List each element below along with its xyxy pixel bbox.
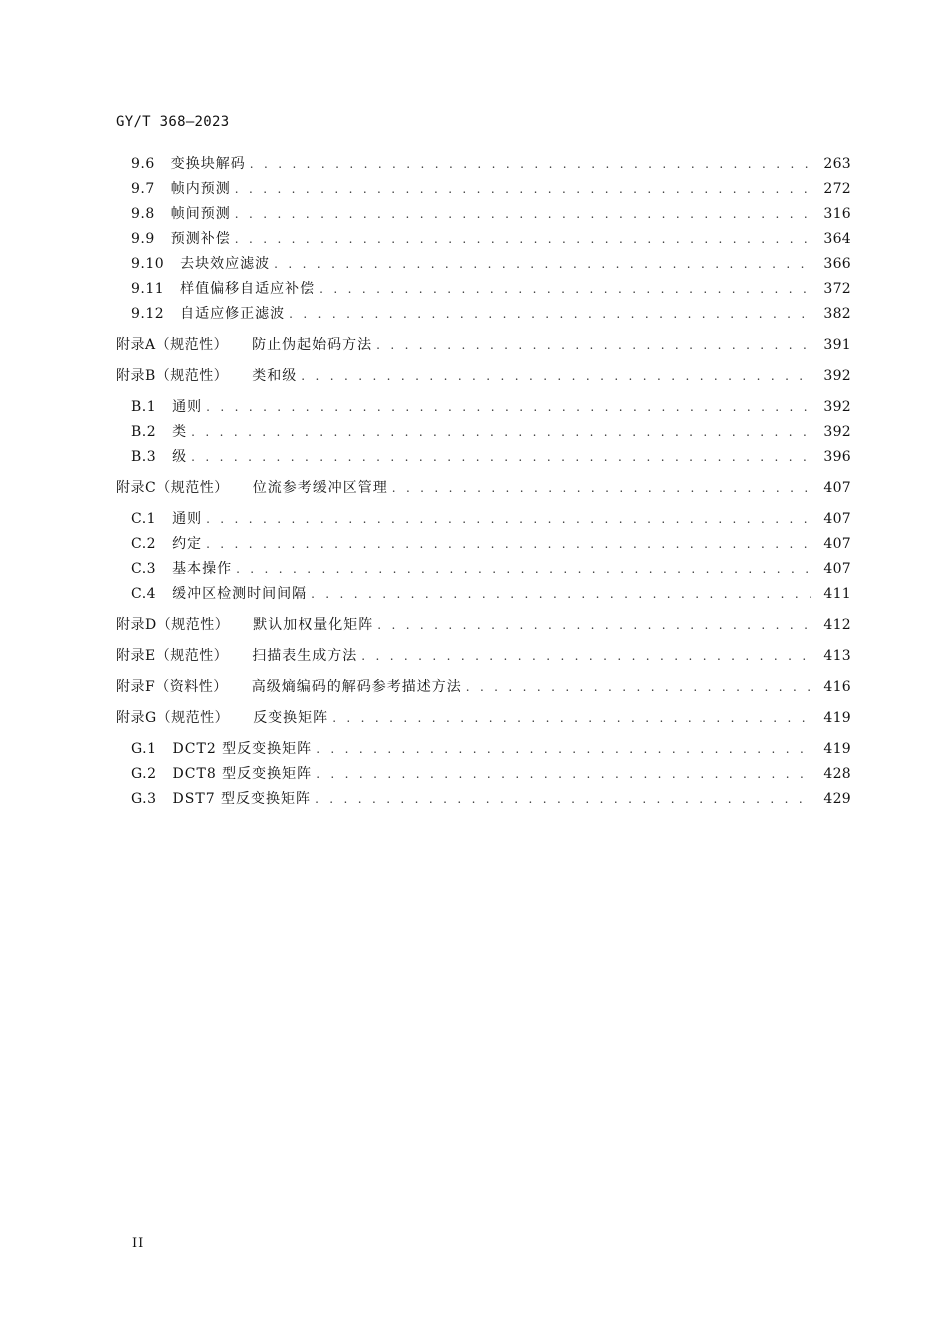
toc-leader-dots [250,152,811,177]
toc-entry-title: 帧间预测 [170,206,231,222]
toc-entry-title: 扫描表生成方法 [252,648,358,664]
toc-entry-title: 通则 [172,399,203,415]
toc-entry[interactable] [116,787,851,812]
toc-entry-title: DCT8 型反变换矩阵 [172,766,313,782]
toc-entry-page: 428 [823,766,851,782]
toc-entry[interactable] [116,364,851,389]
toc-entry[interactable] [116,675,851,700]
toc-entry-number: C.3 [131,561,157,577]
toc-leader-dots [311,582,811,607]
toc-entry-page: 429 [823,791,851,807]
toc-leader-dots [206,507,811,532]
toc-leader-dots [235,177,811,202]
toc-entry-page: 391 [823,337,851,353]
toc-entry-title: 约定 [172,536,203,552]
toc-entry-title: 变换块解码 [170,156,246,172]
table-of-contents [116,152,851,812]
toc-entry-title: DCT2 型反变换矩阵 [172,741,313,757]
toc-entry[interactable] [116,644,851,669]
toc-entry-title: 级 [172,449,188,465]
toc-entry-page: 411 [823,586,851,602]
toc-entry-number: G.2 [131,766,157,782]
toc-leader-dots [274,252,811,277]
page-number: II [132,1236,145,1251]
document-id-header: GY/T 368—2023 [116,114,230,130]
toc-leader-dots [319,277,811,302]
toc-leader-dots [377,613,811,638]
toc-entry-number: 9.7 [131,181,155,197]
toc-entry-page: 316 [823,206,851,222]
toc-entry-title: 缓冲区检测时间间隔 [172,586,308,602]
toc-entry-number: C.4 [131,586,157,602]
toc-entry-page: 392 [823,424,851,440]
toc-entry[interactable] [116,507,851,532]
toc-entry-page: 416 [823,679,851,695]
toc-entry-page: 392 [823,399,851,415]
toc-leader-dots [376,333,811,358]
toc-entry-number: 9.9 [131,231,155,247]
toc-entry-number: 9.11 [131,281,165,297]
toc-leader-dots [235,227,811,252]
toc-entry-number: 附录C（规范性） [116,480,229,496]
toc-entry[interactable] [116,252,851,277]
toc-leader-dots [316,762,811,787]
toc-leader-dots [235,202,811,227]
toc-entry-title: 高级熵编码的解码参考描述方法 [251,679,462,695]
toc-entry-number: G.3 [131,791,157,807]
toc-entry-page: 419 [823,710,851,726]
toc-entry-number: 附录D（规范性） [116,617,230,633]
toc-entry-title: 基本操作 [172,561,233,577]
toc-entry[interactable] [116,420,851,445]
toc-entry[interactable] [116,302,851,327]
toc-entry[interactable] [116,277,851,302]
toc-entry[interactable] [116,706,851,731]
toc-entry-page: 272 [823,181,851,197]
toc-entry-number: 附录G（规范性） [116,710,230,726]
toc-entry[interactable] [116,532,851,557]
toc-entry[interactable] [116,582,851,607]
toc-entry[interactable] [116,613,851,638]
toc-entry-title: 防止伪起始码方法 [252,337,373,353]
toc-entry-title: 去块效应滤波 [180,256,271,272]
toc-leader-dots [316,737,811,762]
toc-entry-page: 407 [823,511,851,527]
toc-entry[interactable] [116,227,851,252]
toc-entry-title: 默认加权量化矩阵 [253,617,374,633]
toc-entry-number: 附录E（规范性） [116,648,229,664]
toc-entry-number: C.1 [131,511,157,527]
toc-entry-page: 366 [823,256,851,272]
toc-entry[interactable] [116,762,851,787]
toc-entry-page: 392 [823,368,851,384]
toc-entry[interactable] [116,476,851,501]
toc-entry[interactable] [116,202,851,227]
toc-entry[interactable] [116,177,851,202]
toc-entry-number: 附录F（资料性） [116,679,228,695]
toc-entry-title: 帧内预测 [170,181,231,197]
toc-leader-dots [206,532,811,557]
toc-leader-dots [466,675,811,700]
toc-entry-title: 通则 [172,511,203,527]
toc-entry-page: 372 [823,281,851,297]
toc-entry-title: 类和级 [252,368,298,384]
toc-entry-number: 附录B（规范性） [116,368,229,384]
toc-entry-number: B.2 [131,424,157,440]
toc-leader-dots [289,302,811,327]
toc-leader-dots [361,644,811,669]
toc-entry[interactable] [116,333,851,358]
toc-entry-number: B.1 [131,399,157,415]
toc-entry-number: 9.6 [131,156,155,172]
toc-leader-dots [392,476,811,501]
toc-entry-page: 412 [823,617,851,633]
toc-entry-page: 382 [823,306,851,322]
toc-entry-page: 407 [823,561,851,577]
toc-entry-number: B.3 [131,449,157,465]
toc-entry[interactable] [116,737,851,762]
toc-entry-page: 263 [823,156,851,172]
toc-entry-title: DST7 型反变换矩阵 [172,791,312,807]
toc-entry-number: C.2 [131,536,157,552]
toc-entry-title: 反变换矩阵 [253,710,329,726]
toc-entry[interactable] [116,557,851,582]
toc-entry-title: 样值偏移自适应补偿 [180,281,316,297]
toc-entry-title: 自适应修正滤波 [180,306,286,322]
toc-entry-number: 9.8 [131,206,155,222]
toc-entry-page: 407 [823,480,851,496]
toc-entry-number: 9.12 [131,306,165,322]
toc-leader-dots [236,557,811,582]
toc-entry-page: 396 [823,449,851,465]
toc-leader-dots [206,395,811,420]
toc-entry[interactable] [116,152,851,177]
toc-entry-number: 附录A（规范性） [116,337,229,353]
toc-entry-number: G.1 [131,741,157,757]
toc-entry-page: 413 [823,648,851,664]
toc-leader-dots [332,706,811,731]
toc-entry-title: 预测补偿 [170,231,231,247]
toc-leader-dots [301,364,811,389]
toc-entry[interactable] [116,395,851,420]
toc-entry-page: 419 [823,741,851,757]
toc-entry-title: 位流参考缓冲区管理 [252,480,388,496]
toc-entry-page: 364 [823,231,851,247]
toc-entry-page: 407 [823,536,851,552]
toc-leader-dots [191,420,811,445]
toc-leader-dots [191,445,811,470]
toc-entry[interactable] [116,445,851,470]
toc-entry-number: 9.10 [131,256,165,272]
toc-leader-dots [315,787,811,812]
toc-entry-title: 类 [172,424,188,440]
